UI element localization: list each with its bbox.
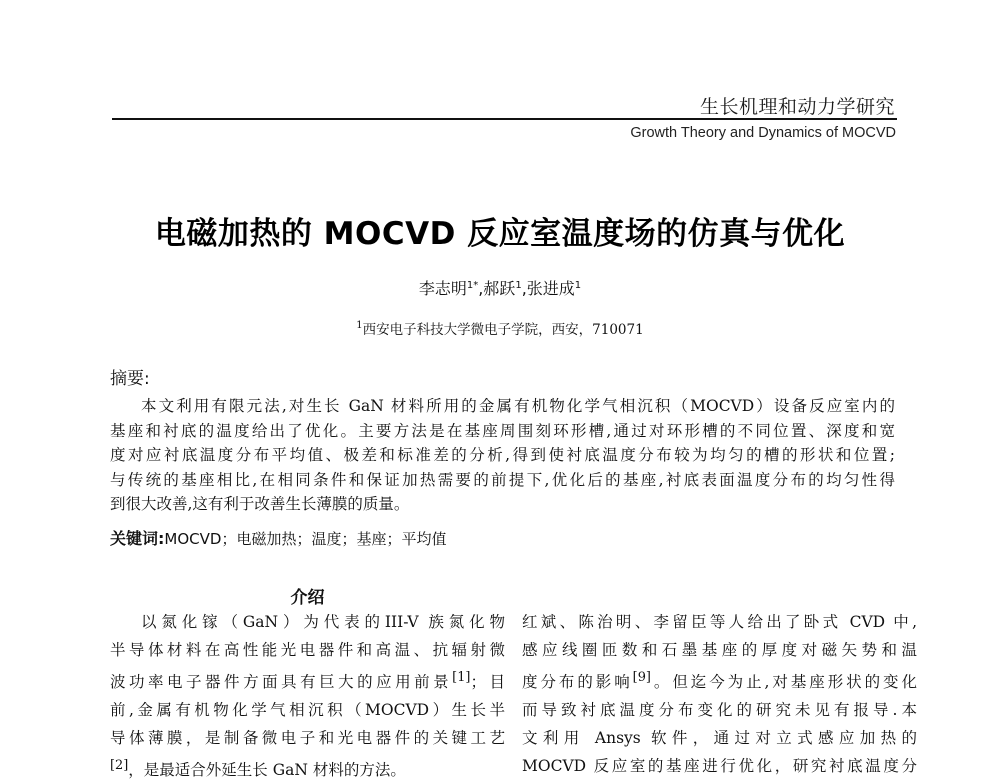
- author-list: 李志明$^{1*}$,郝跃$^1$,张进成$^1$: [418, 279, 582, 298]
- author-mark: 1: [515, 280, 522, 291]
- abstract-label: 摘要:: [110, 369, 150, 389]
- body-line: 前,金属有机物化学气相沉积（MOCVD）生长半: [110, 701, 505, 720]
- citation-ref[interactable]: [2]: [110, 758, 129, 774]
- author-name: 张进成: [526, 279, 575, 298]
- keywords: [110, 526, 446, 549]
- abstract-line: 度对应衬底温度分布平均值、极差和标准差的分析,得到使衬底温度分布较为均匀的槽的形状和位置;: [110, 446, 895, 465]
- abstract-line: 基座和衬底的温度给出了优化。主要方法是在基座周围刻环形槽,通过对环形槽的不同位置、深度和宽: [110, 421, 895, 440]
- section-heading-introduction: 介绍: [290, 588, 325, 608]
- running-header-section-en: Growth Theory and Dynamics of MOCVD: [630, 125, 896, 141]
- keywords-values: MOCVD；电磁加热；温度；基座；平均值: [164, 530, 447, 548]
- body-line: 而导致衬底温度分布变化的研究未见有报导.本: [522, 701, 917, 720]
- body-line: MOCVD 反应室的基座进行优化，研究衬底温度分: [522, 757, 917, 776]
- intro-right-column: [522, 608, 917, 780]
- abstract-line: 本文利用有限元法,对生长 GaN 材料所用的金属有机物化学气相沉积（MOCVD）设备反应室内的: [141, 397, 895, 415]
- body-line: 导体薄膜，是制备微电子和光电器件的关键工艺: [110, 729, 505, 748]
- running-header-section-cn: 生长机理和动力学研究: [699, 96, 895, 118]
- body-line: [2]，是最适合外延生长 GaN 材料的方法。: [110, 758, 406, 780]
- paper-title: 电磁加热的 MOCVD 反应室温度场的仿真与优化: [154, 216, 846, 252]
- body-line: 感应线圈匝数和石墨基座的厚度对磁矢势和温: [522, 641, 917, 659]
- abstract-body: [110, 394, 895, 517]
- citation-ref[interactable]: [1]: [452, 670, 471, 685]
- keywords-label: 关键词:: [110, 529, 165, 548]
- abstract-line: 到很大改善,这有利于改善生长薄膜的质量。: [110, 495, 410, 514]
- citation-ref[interactable]: [9]: [632, 670, 651, 685]
- body-line: 红斌、陈治明、李留臣等人给出了卧式 CVD 中,: [522, 613, 917, 631]
- author-mark: 1: [574, 280, 582, 291]
- author-name: 郝跃: [483, 279, 516, 298]
- abstract-line: 与传统的基座相比,在相同条件和保证加热需要的前提下,优化后的基座,衬底表面温度分布的均匀性得: [110, 470, 895, 489]
- affiliation-mark: 1: [356, 320, 363, 331]
- affiliation: [0, 318, 1000, 338]
- body-line: 波功率电子器件方面具有巨大的应用前景[1]；目: [110, 670, 505, 692]
- affiliation-text: 西安电子科技大学微电子学院，西安，710071: [362, 322, 644, 338]
- intro-left-column: [110, 608, 505, 784]
- author-mark: 1*: [466, 280, 479, 291]
- header-rule: [112, 118, 897, 120]
- body-line: 度分布的影响[9]。但迄今为止,对基座形状的变化: [522, 670, 917, 692]
- author-name: 李志明: [418, 279, 467, 298]
- body-line: 以氮化镓（GaN）为代表的III-V 族氮化物: [141, 613, 505, 631]
- body-line: 半导体材料在高性能光电器件和高温、抗辐射微: [110, 641, 505, 659]
- body-line: 文利用 Ansys 软件，通过对立式感应加热的: [522, 729, 917, 748]
